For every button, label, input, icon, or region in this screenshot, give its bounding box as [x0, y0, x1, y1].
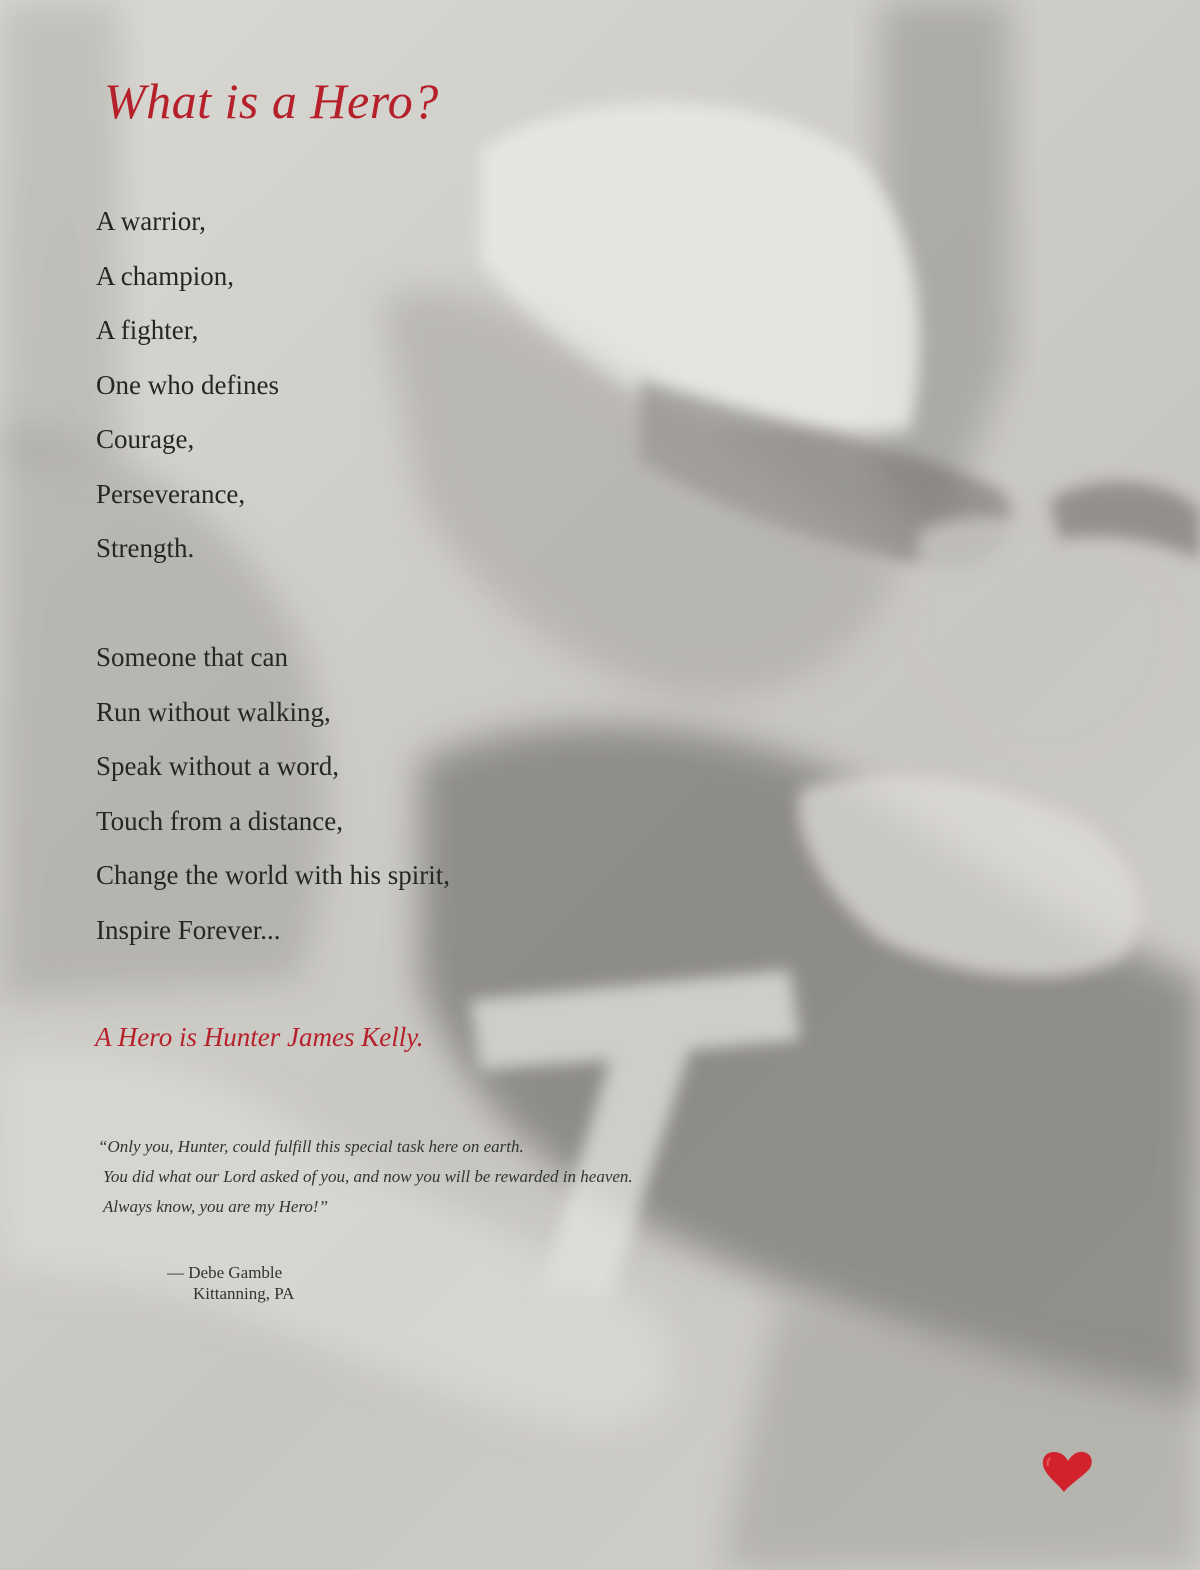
- poem-line: Strength.: [96, 533, 195, 563]
- poem-line: A warrior,: [96, 206, 206, 236]
- poem-line: Speak without a word,: [96, 751, 339, 781]
- poem-line: Someone that can: [96, 642, 288, 672]
- quote-line: “Only you, Hunter, could fulfill this special task here on earth.: [98, 1137, 524, 1156]
- quote-line: You did what our Lord asked of you, and now you will be rewarded in heaven.: [103, 1167, 633, 1186]
- heart-icon: [1040, 1448, 1094, 1496]
- poem-line: Inspire Forever...: [96, 914, 281, 945]
- page-title: What is a Hero?: [104, 73, 439, 129]
- attribution: [167, 1262, 294, 1304]
- poem-line: A fighter,: [96, 315, 199, 345]
- attribution-location: Kittanning, PA: [193, 1284, 295, 1303]
- poem-stanza-1: [96, 206, 279, 588]
- poem-line: Courage,: [96, 424, 195, 454]
- poem-stanza-2: [96, 642, 450, 969]
- quote-line: Always know, you are my Hero!”: [103, 1197, 329, 1216]
- poem-line: Run without walking,: [96, 696, 331, 727]
- poem-line: Perseverance,: [96, 478, 246, 509]
- poem-line: Change the world with his spirit,: [96, 860, 450, 890]
- poem-line: One who defines: [96, 369, 279, 400]
- poem-line: Touch from a distance,: [96, 805, 344, 836]
- closing-line: A Hero is Hunter James Kelly.: [95, 1022, 424, 1052]
- attribution-name: — Debe Gamble: [167, 1263, 283, 1282]
- quote: [98, 1136, 633, 1226]
- poem-line: A champion,: [96, 260, 234, 291]
